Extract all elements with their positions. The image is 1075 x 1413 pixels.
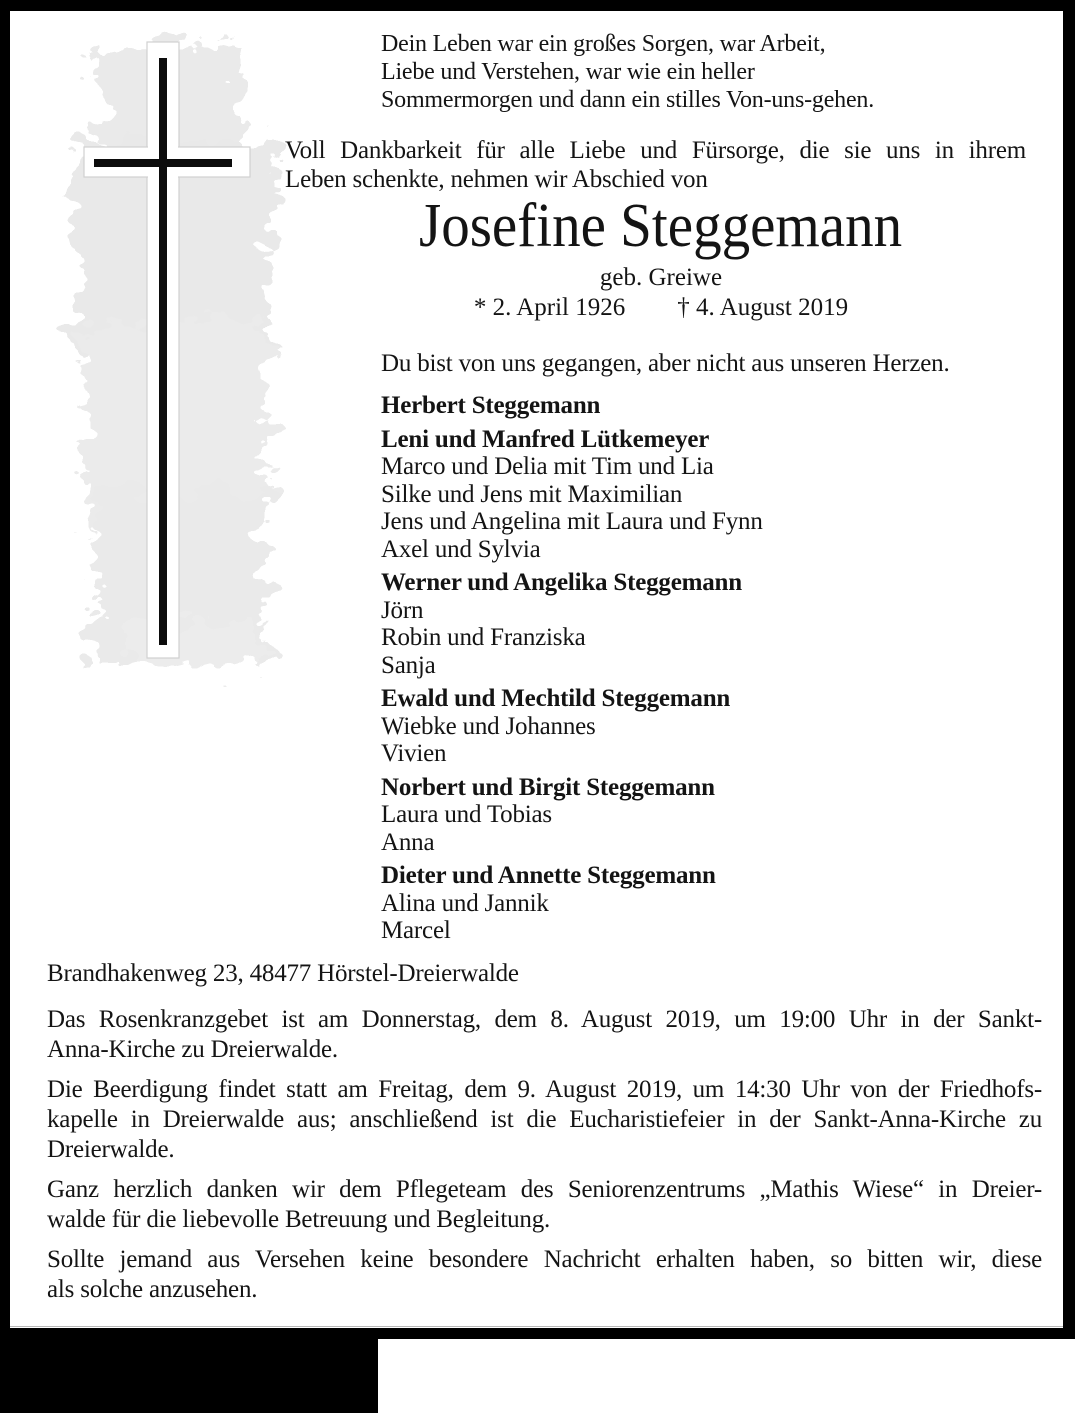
text-line: walde für die liebevolle Betreuung und Begleitung. (47, 1206, 551, 1233)
mourner-member: Anna (381, 828, 435, 856)
poem-verse (381, 30, 1001, 114)
text-line: als solche anzusehen. (47, 1276, 258, 1303)
text-line: Die Beerdigung findet statt am Freitag, dem 9. August 2019, um 14:30 Uhr von der Friedhofs- (47, 1076, 1042, 1103)
mourner-group-head: Dieter und Annette Steggemann (381, 862, 716, 889)
mourners-list (381, 392, 1021, 951)
thanks-paragraph (47, 1175, 1042, 1235)
life-dates (381, 294, 941, 322)
mourner-member: Laura und Tobias (381, 801, 552, 828)
mourner-member: Silke und Jens mit Maximilian (381, 480, 683, 508)
mourner-member: Marcel (381, 917, 451, 944)
mourner-member: Alina und Jannik (381, 889, 549, 917)
mourner-group (381, 426, 1021, 564)
deceased-block (381, 194, 941, 322)
notice-footer-text (47, 960, 1042, 1305)
mourner-group-head: Norbert und Birgit Steggemann (381, 773, 715, 801)
mourner-member: Robin und Franziska (381, 624, 586, 651)
farewell-line: Du bist von uns gegangen, aber nicht aus unseren Herzen. (381, 350, 950, 377)
mourner-group (381, 569, 1021, 679)
mourner-group (381, 862, 1021, 945)
mourner-group-head: Herbert Steggemann (381, 392, 601, 419)
text-line: Liebe und Verstehen, war wie ein heller (381, 59, 755, 85)
mourner-group-head: Ewald und Mechtild Steggemann (381, 685, 731, 712)
maiden-name: geb. Greiwe (599, 264, 723, 291)
mourner-member: Axel und Sylvia (381, 535, 541, 563)
mourner-member: Marco und Delia mit Tim und Lia (381, 453, 714, 480)
text-line: Voll Dankbarkeit für alle Liebe und Fürsorge, die sie uns in ihrem (285, 137, 1026, 164)
funeral-paragraph (47, 1075, 1042, 1165)
mourner-group (381, 774, 1021, 857)
rosary-paragraph (47, 1005, 1042, 1065)
text-line: Leben schenkte, nehmen wir Abschied von (285, 166, 708, 193)
intro-paragraph (285, 136, 1026, 194)
text-line: Dreierwalde. (47, 1136, 175, 1163)
scan-hairline (10, 1326, 1063, 1327)
text-line: Dein Leben war ein großes Sorgen, war Arbeit, (381, 31, 826, 57)
hint-paragraph (47, 1245, 1042, 1305)
death-date: † 4. August 2019 (677, 294, 849, 321)
mourner-member: Sanja (381, 651, 436, 679)
mourner-member: Vivien (381, 740, 447, 767)
mourner-member: Jörn (381, 596, 424, 624)
mourner-member: Jens und Angelina mit Laura und Fynn (381, 508, 763, 535)
mourner-member: Wiebke und Johannes (381, 712, 596, 740)
mourner-group (381, 685, 1021, 768)
deceased-name: Josefine Steggemann (419, 192, 903, 260)
text-line: Anna-Kirche zu Dreierwalde. (47, 1036, 338, 1063)
text-line: Das Rosenkranzgebet ist am Donnerstag, dem 8. August 2019, um 19:00 Uhr in der Sankt- (47, 1006, 1042, 1033)
memorial-cross-icon (37, 22, 287, 687)
mourner-group-head: Werner und Angelika Steggemann (381, 569, 742, 596)
mourner-group-head: Leni und Manfred Lütkemeyer (381, 425, 710, 453)
address-line: Brandhakenweg 23, 48477 Hörstel-Dreierwalde (47, 960, 519, 987)
text-line: kapelle in Dreierwalde aus; anschließend ist die Eucharistiefeier in der Sankt-Anna-Kirche zu (47, 1106, 1042, 1133)
mourner-group (381, 392, 1021, 420)
adjacent-notice-block (0, 1339, 378, 1413)
text-line: Sollte jemand aus Versehen keine besondere Nachricht erhalten haben, so bitten wir, diese (47, 1246, 1042, 1273)
birth-date: * 2. April 1926 (473, 294, 626, 321)
text-line: Sommermorgen und dann ein stilles Von-uns-gehen. (381, 87, 875, 113)
text-line: Ganz herzlich danken wir dem Pflegeteam des Seniorenzentrums „Mathis Wiese“ in Dreier- (47, 1176, 1042, 1203)
